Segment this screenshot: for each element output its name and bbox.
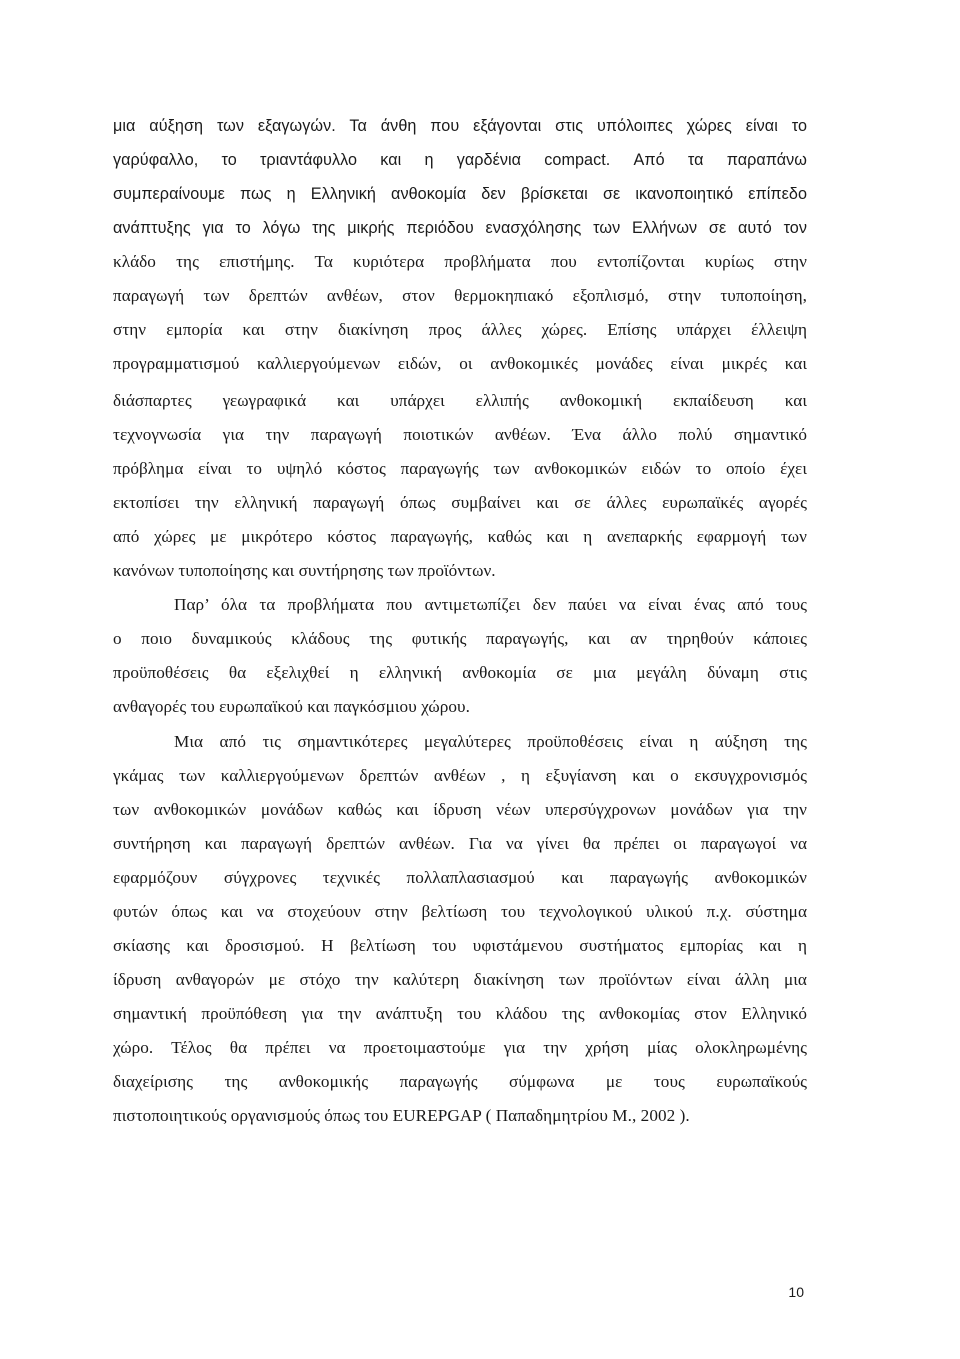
text-line: συμπεραίνουμε πως η Ελληνική ανθοκομία δεν βρίσκεται σε ικανοποιητικό επίπεδο	[113, 185, 807, 203]
text-line: εκτοπίσει την ελληνική παραγωγή όπως συμβαίνει και σε άλλες ευρωπαϊκές αγορές	[113, 493, 807, 512]
page-number: 10	[788, 1284, 804, 1300]
text-line: σκίασης και δροσισμού. Η βελτίωση του υφιστάμενου συστήματος εμπορίας και η	[113, 936, 807, 955]
text-line: παραγωγή των δρεπτών ανθέων, στον θερμοκηπιακό εξοπλισμό, στην τυποποίηση,	[113, 286, 807, 305]
text-line: εφαρμόζουν σύγχρονες τεχνικές πολλαπλασιασμού και παραγωγής ανθοκομικών	[113, 868, 807, 887]
text-line: γκάμας των καλλιεργούμενων δρεπτών ανθέων , η εξυγίανση και ο εκσυγχρονισμός	[113, 766, 807, 785]
text-line: προϋποθέσεις θα εξελιχθεί η ελληνική ανθοκομία σε μια μεγάλη δύναμη στις	[113, 663, 807, 682]
text-line: ίδρυση ανθαγορών με στόχο την καλύτερη διακίνηση των προϊόντων είναι άλλη μια	[113, 970, 807, 989]
text-line: ο ποιο δυναμικούς κλάδους της φυτικής παραγωγής, και αν τηρηθούν κάποιες	[113, 629, 807, 648]
text-line: σημαντική προϋπόθεση για την ανάπτυξη του κλάδου της ανθοκομίας στον Ελληνικό	[113, 1004, 807, 1023]
text-line: προγραμματισμού καλλιεργούμενων ειδών, οι ανθοκομικές μονάδες είναι μικρές και	[113, 354, 807, 373]
text-line: κανόνων τυποποίησης και συντήρησης των προϊόντων.	[113, 561, 496, 580]
text-line: γαρύφαλλο, το τριαντάφυλλο και η γαρδένια compact. Από τα παραπάνω	[113, 151, 807, 169]
text-line: διάσπαρτες γεωγραφικά και υπάρχει ελλιπής ανθοκομική εκπαίδευση και	[113, 391, 807, 410]
text-line: στην εμπορία και στην διακίνηση προς άλλες χώρες. Επίσης υπάρχει έλλειψη	[113, 320, 807, 339]
text-line: τεχνογνωσία για την παραγωγή ποιοτικών ανθέων. Ένα άλλο πολύ σημαντικό	[113, 425, 807, 444]
paragraph-first-line: Μια από τις σημαντικότερες μεγαλύτερες προϋποθέσεις είναι η αύξηση της	[174, 732, 807, 751]
text-line: μια αύξηση των εξαγωγών. Τα άνθη που εξάγονται στις υπόλοιπες χώρες είναι το	[113, 117, 807, 135]
text-line: συντήρηση και παραγωγή δρεπτών ανθέων. Για να γίνει θα πρέπει οι παραγωγοί να	[113, 834, 807, 853]
text-line: φυτών όπως και να στοχεύουν στην βελτίωση του τεχνολογικού υλικού π.χ. σύστημα	[113, 902, 807, 921]
text-line: χώρο. Τέλος θα πρέπει να προετοιμαστούμε για την χρήση μίας ολοκληρωμένης	[113, 1038, 807, 1057]
text-line: πιστοποιητικούς οργανισμούς όπως του EUREPGAP ( Παπαδημητρίου Μ., 2002 ).	[113, 1106, 690, 1125]
text-line: των ανθοκομικών μονάδων καθώς και ίδρυση νέων υπερσύγχρονων μονάδων για την	[113, 800, 807, 819]
text-line: διαχείρισης της ανθοκομικής παραγωγής σύμφωνα με τους ευρωπαϊκούς	[113, 1072, 807, 1091]
paragraph-first-line: Παρ’ όλα τα προβλήματα που αντιμετωπίζει δεν παύει να είναι ένας από τους	[174, 595, 807, 614]
text-line: πρόβλημα είναι το υψηλό κόστος παραγωγής των ανθοκομικών ειδών το οποίο έχει	[113, 459, 807, 478]
text-line: από χώρες με μικρότερο κόστος παραγωγής, καθώς και η ανεπαρκής εφαρμογή των	[113, 527, 807, 546]
text-line: ανάπτυξης για το λόγω της μικρής περιόδου ενασχόλησης των Ελλήνων σε αυτό τον	[113, 219, 807, 237]
text-line: κλάδο της επιστήμης. Τα κυριότερα προβλήματα που εντοπίζονται κυρίως στην	[113, 252, 807, 271]
text-line: ανθαγορές του ευρωπαϊκού και παγκόσμιου χώρου.	[113, 697, 470, 716]
